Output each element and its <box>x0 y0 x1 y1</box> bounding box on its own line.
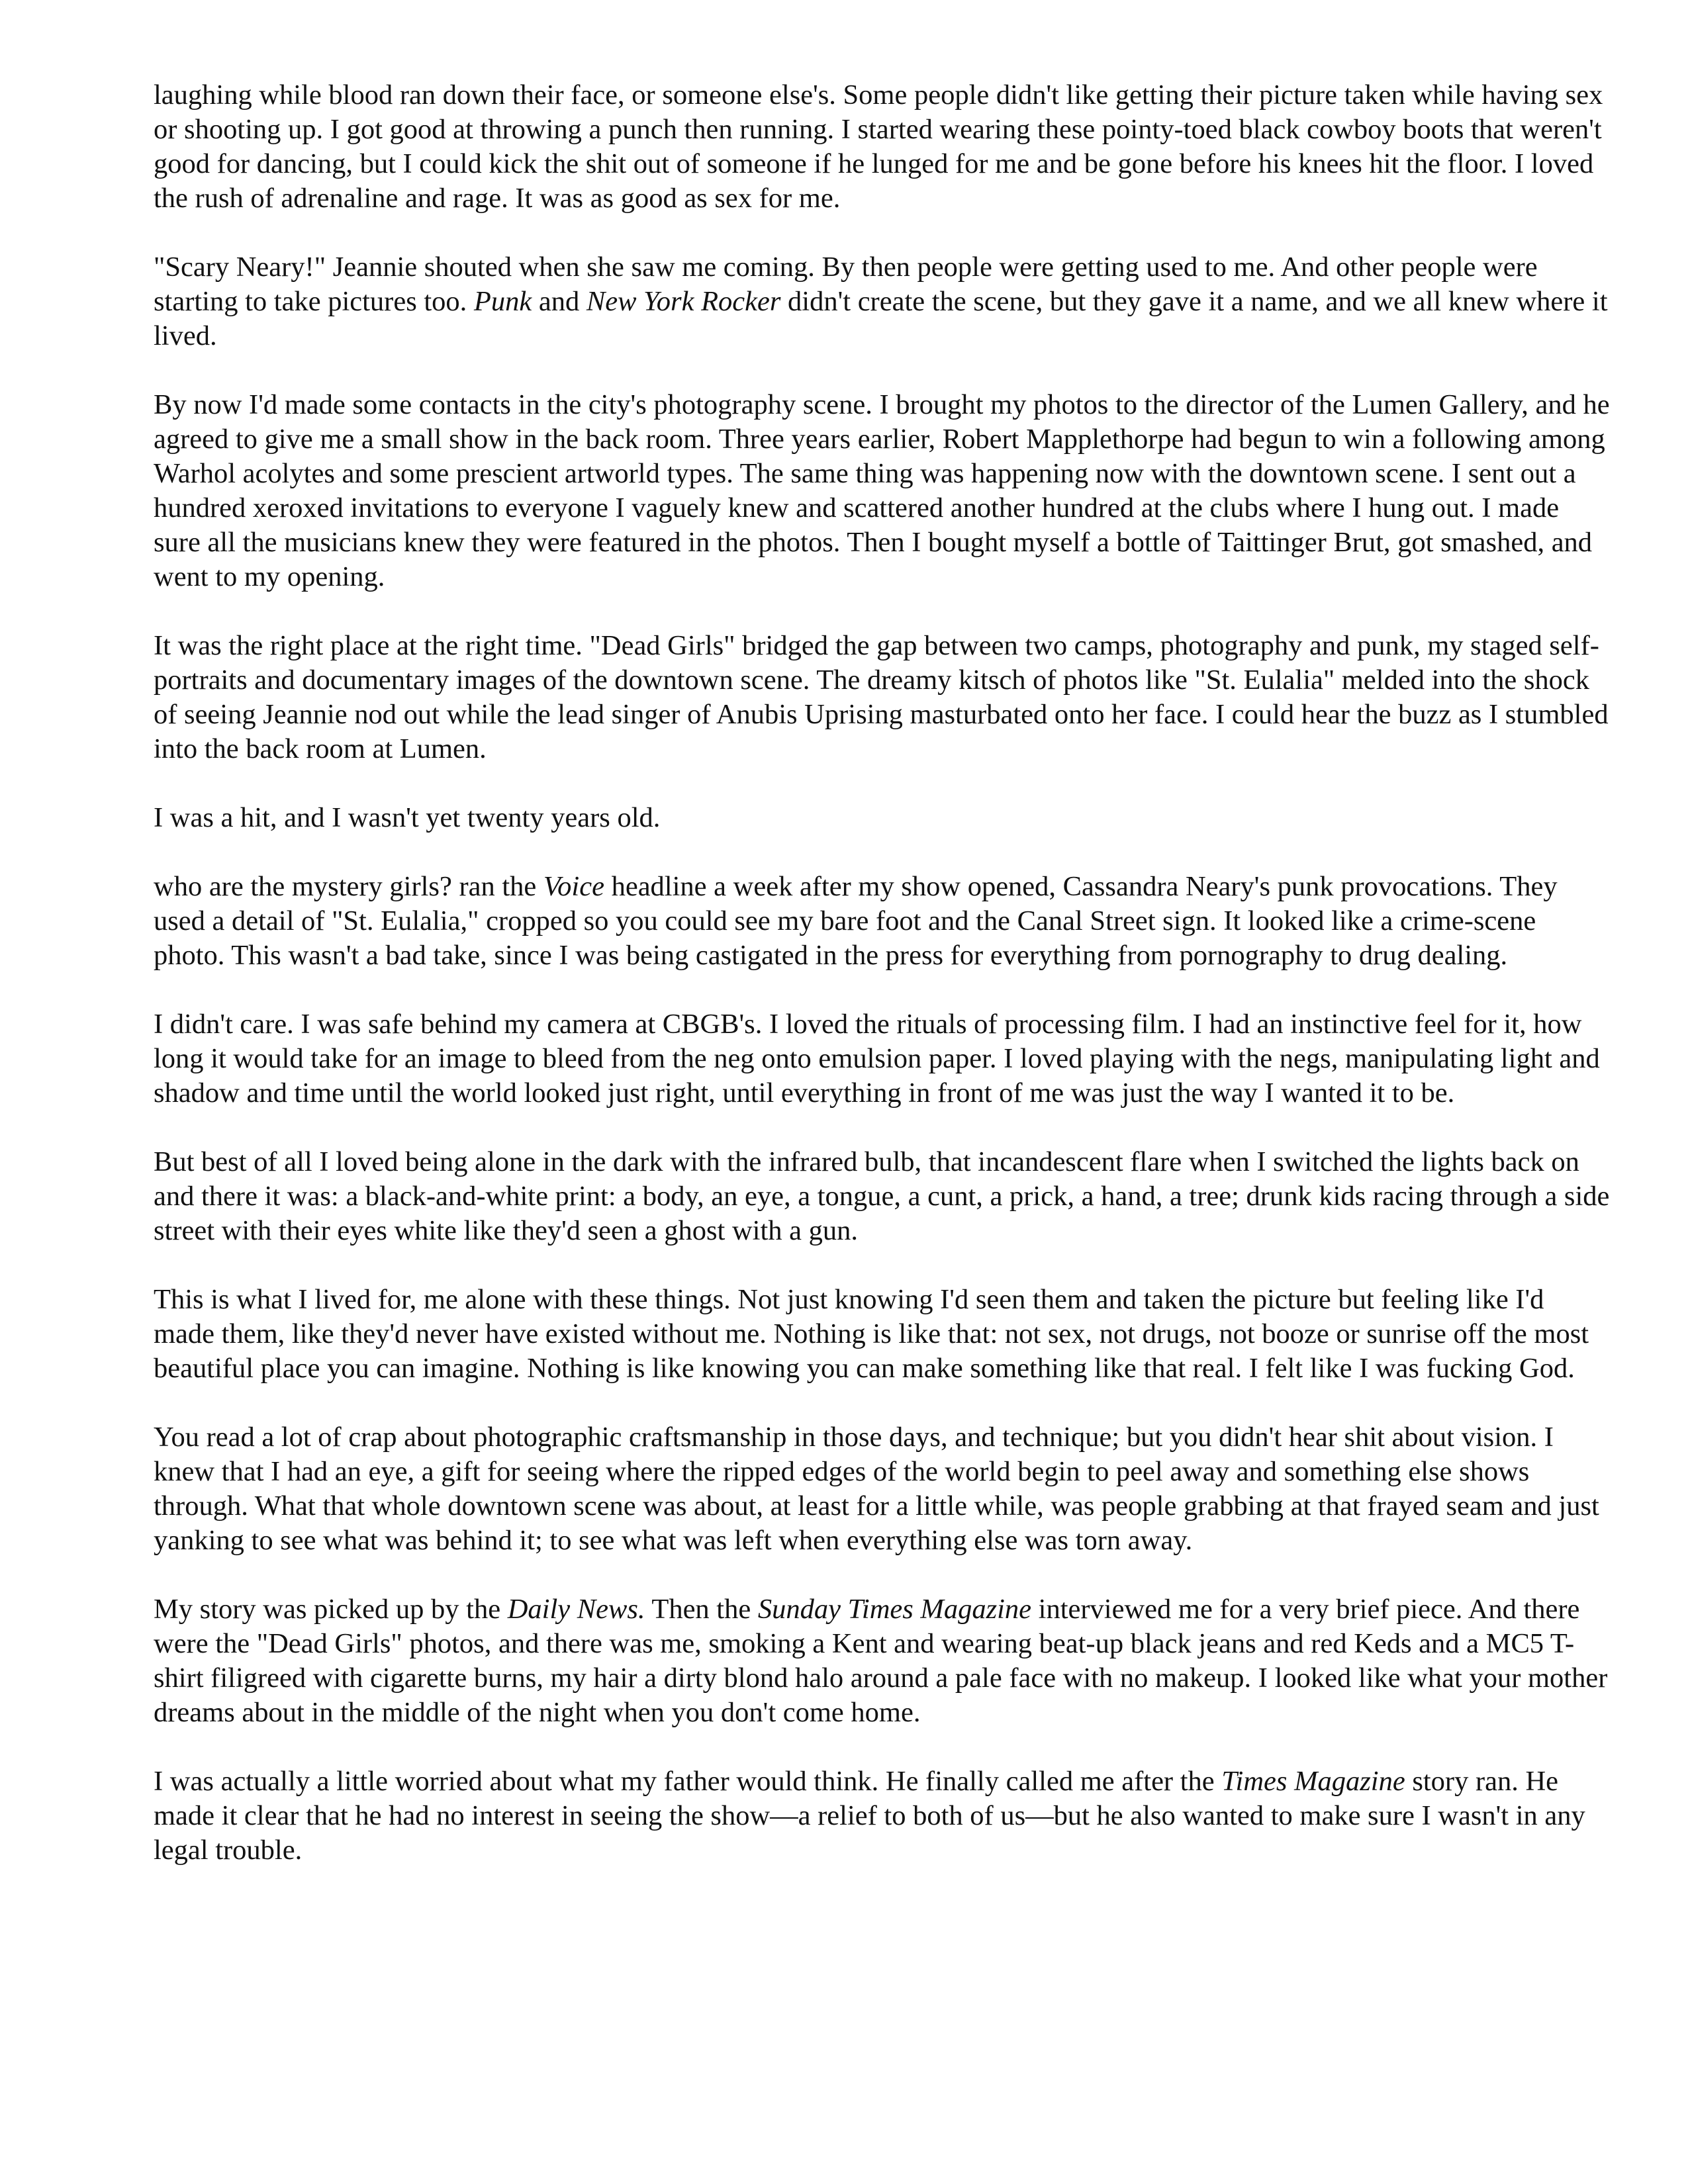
paragraph-text: headline a week after my show opened, Cassandra Neary's punk provocations. They used a detail of "St. Eulalia," cropped so you could see my bare foot and the Canal Street sign. It looked like a crime-scene photo. This wasn't a bad take, since I was being castigated in the press for everything from pornography to drug dealing. <box>154 871 1558 971</box>
paragraph-9 <box>154 1283 1610 1386</box>
paragraph-text: laughing while blood ran down their face, or someone else's. Some people didn't like getting their picture taken while having sex or shooting up. I got good at throwing a punch then running. I started wearing these pointy-toed black cowboy boots that weren't good for dancing, but I could kick the shit out of someone if he lunged for me and be gone before his knees hit the floor. I loved the rush of adrenaline and rage. It was as good as sex for me. <box>154 79 1603 214</box>
publication-title-sunday-times-magazine: Sunday Times Magazine <box>757 1594 1032 1625</box>
magazine-title-new-york-rocker: New York Rocker <box>586 286 781 317</box>
paragraph-text: Then the <box>645 1594 758 1625</box>
paragraph-text: and <box>532 286 586 317</box>
paragraph-text: My story was picked up by the <box>154 1594 508 1625</box>
paragraph-text: interviewed me for a very brief piece. And there were the "Dead Girls" photos, and there was me, smoking a Kent and wearing beat-up black jeans and red Keds and a MC5 T-shirt filigreed with cigarette burns, my hair a dirty blond halo around a pale face with no makeup. I looked like what your mother dreams about in the middle of the night when you don't come home. <box>154 1594 1608 1728</box>
paragraph-5 <box>154 801 1610 835</box>
paragraph-8 <box>154 1145 1610 1248</box>
paragraph-4 <box>154 629 1610 766</box>
paragraph-10 <box>154 1420 1610 1558</box>
paragraph-text: I was actually a little worried about what my father would think. He finally called me after the <box>154 1766 1222 1797</box>
publication-title-voice: Voice <box>543 871 604 902</box>
paragraph-text: story ran. He made it clear that he had no interest in seeing the show—a relief to both of us—but he also wanted to make sure I wasn't in any legal trouble. <box>154 1766 1585 1866</box>
document-page <box>154 78 1610 1868</box>
paragraph-text: But best of all I loved being alone in the dark with the infrared bulb, that incandescent flare when I switched the lights back on and there it was: a black-and-white print: a body, an eye, a tongue, a cunt, a prick, a hand, a tree; drunk kids racing through a side street with their eyes white like they'd seen a ghost with a gun. <box>154 1146 1610 1246</box>
paragraph-text: This is what I lived for, me alone with these things. Not just knowing I'd seen them and taken the picture but feeling like I'd made them, like they'd never have existed without me. Nothing is like that: not sex, not drugs, not booze or sunrise off the most beautiful place you can imagine. Nothing is like knowing you can make something like that real. I felt like I was fucking God. <box>154 1284 1589 1384</box>
paragraph-text: It was the right place at the right time. "Dead Girls" bridged the gap between two camps, photography and punk, my staged self-portraits and documentary images of the downtown scene. The dreamy kitsch of photos like "St. Eulalia" melded into the shock of seeing Jeannie nod out while the lead singer of Anubis Uprising masturbated onto her face. I could hear the buzz as I stumbled into the back room at Lumen. <box>154 630 1609 764</box>
paragraph-3 <box>154 388 1610 594</box>
paragraph-11 <box>154 1592 1610 1730</box>
paragraph-text: "Scary Neary!" Jeannie shouted when she saw me coming. By then people were getting used to me. And other people were starting to take pictures too. <box>154 251 1538 317</box>
publication-title-times-magazine: Times Magazine <box>1221 1766 1405 1797</box>
paragraph-12 <box>154 1764 1610 1868</box>
paragraph-1 <box>154 78 1610 216</box>
paragraph-text: who are the mystery girls? ran the <box>154 871 543 902</box>
paragraph-text: didn't create the scene, but they gave it a name, and we all knew where it lived. <box>154 286 1608 351</box>
paragraph-text: You read a lot of crap about photographic craftsmanship in those days, and technique; but you didn't hear shit about vision. I knew that I had an eye, a gift for seeing where the ripped edges of the world begin to peel away and something else shows through. What that whole downtown scene was about, at least for a little while, was people grabbing at that frayed seam and just yanking to see what was behind it; to see what was left when everything else was torn away. <box>154 1422 1599 1556</box>
paragraph-text: I was a hit, and I wasn't yet twenty years old. <box>154 802 661 833</box>
magazine-title-punk: Punk <box>473 286 532 317</box>
paragraph-2 <box>154 250 1610 353</box>
paragraph-text: I didn't care. I was safe behind my camera at CBGB's. I loved the rituals of processing film. I had an instinctive feel for it, how long it would take for an image to bleed from the neg onto emulsion paper. I loved playing with the negs, manipulating light and shadow and time until the world looked just right, until everything in front of me was just the way I wanted it to be. <box>154 1009 1600 1109</box>
paragraph-7 <box>154 1007 1610 1111</box>
paragraph-6 <box>154 870 1610 973</box>
publication-title-daily-news: Daily News. <box>507 1594 645 1625</box>
paragraph-text: By now I'd made some contacts in the city's photography scene. I brought my photos to the director of the Lumen Gallery, and he agreed to give me a small show in the back room. Three years earlier, Robert Mapplethorpe had begun to win a following among Warhol acolytes and some prescient artworld types. The same thing was happening now with the downtown scene. I sent out a hundred xeroxed invitations to everyone I vaguely knew and scattered another hundred at the clubs where I hung out. I made sure all the musicians knew they were featured in the photos. Then I bought myself a bottle of Taittinger Brut, got smashed, and went to my opening. <box>154 389 1610 592</box>
